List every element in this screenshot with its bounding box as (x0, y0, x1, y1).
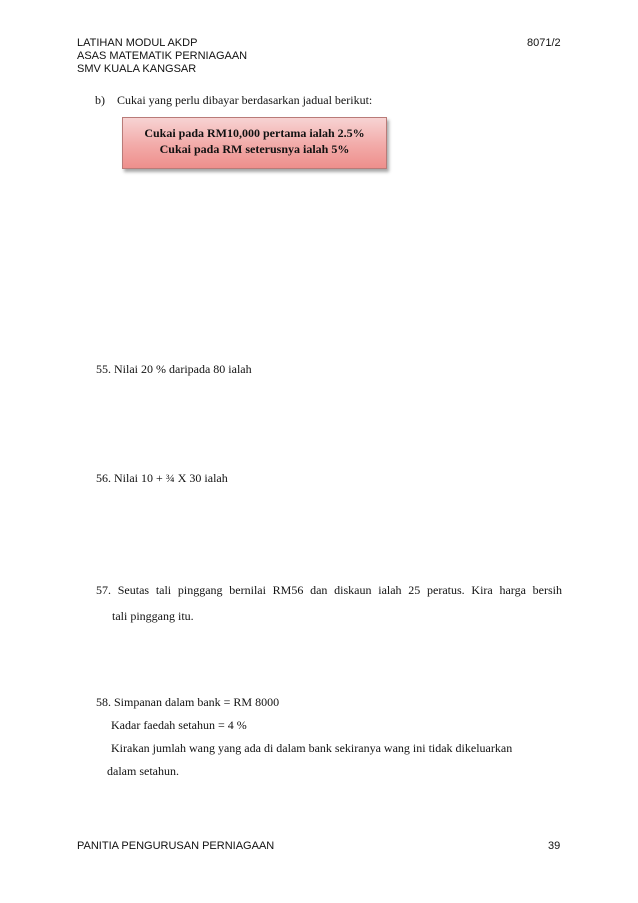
q57-word: ialah (378, 583, 402, 597)
page-header (77, 37, 247, 76)
question-57-line-1 (96, 583, 562, 597)
question-57-line-2: tali pinggang itu. (112, 609, 194, 623)
item-b-text: Cukai yang perlu dibayar berdasarkan jadual berikut: (117, 93, 373, 107)
q57-word: bernilai (229, 583, 266, 597)
footer-panel: PANITIA PENGURUSAN PERNIAGAAN (77, 840, 275, 852)
q57-word: RM56 (272, 583, 304, 597)
header-line-school: SMV KUALA KANGSAR (77, 63, 197, 75)
q57-word: harga (499, 583, 526, 597)
q57-word: 25 (408, 583, 421, 597)
item-b-label: b) (95, 93, 105, 107)
question-57 (96, 583, 562, 623)
q57-word: bersih (532, 583, 562, 597)
question-55: 55. Nilai 20 % daripada 80 ialah (96, 362, 252, 376)
question-58-line-3: Kirakan jumlah wang yang ada di dalam bank sekiranya wang ini tidak dikeluarkan (111, 741, 513, 755)
q57-word: pinggang (177, 583, 223, 597)
question-58-line-1: 58. Simpanan dalam bank = RM 8000 (96, 695, 280, 709)
page-number: 39 (548, 840, 561, 852)
q57-word: 57. (96, 583, 111, 597)
question-58 (96, 695, 566, 778)
tax-rate-line-1: Cukai pada RM10,000 pertama ialah 2.5% (144, 126, 365, 140)
question-58-line-4: dalam setahun. (107, 764, 179, 778)
q57-word: Seutas (117, 583, 150, 597)
header-line-module: LATIHAN MODUL AKDP (77, 37, 198, 49)
question-58-line-2: Kadar faedah setahun = 4 % (111, 718, 247, 732)
q57-word: tali (155, 583, 172, 597)
header-line-subject: ASAS MATEMATIK PERNIAGAAN (77, 50, 248, 62)
q57-word: dan (310, 583, 328, 597)
tax-rate-line-2: Cukai pada RM seterusnya ialah 5% (159, 142, 350, 156)
tax-rate-box (122, 117, 387, 169)
q57-word: diskaun (334, 583, 372, 597)
q57-word: Kira (471, 583, 493, 597)
q57-word: peratus. (427, 583, 465, 597)
question-56: 56. Nilai 10 + ¾ X 30 ialah (96, 471, 228, 485)
item-b (95, 93, 372, 108)
header-code: 8071/2 (527, 37, 561, 49)
